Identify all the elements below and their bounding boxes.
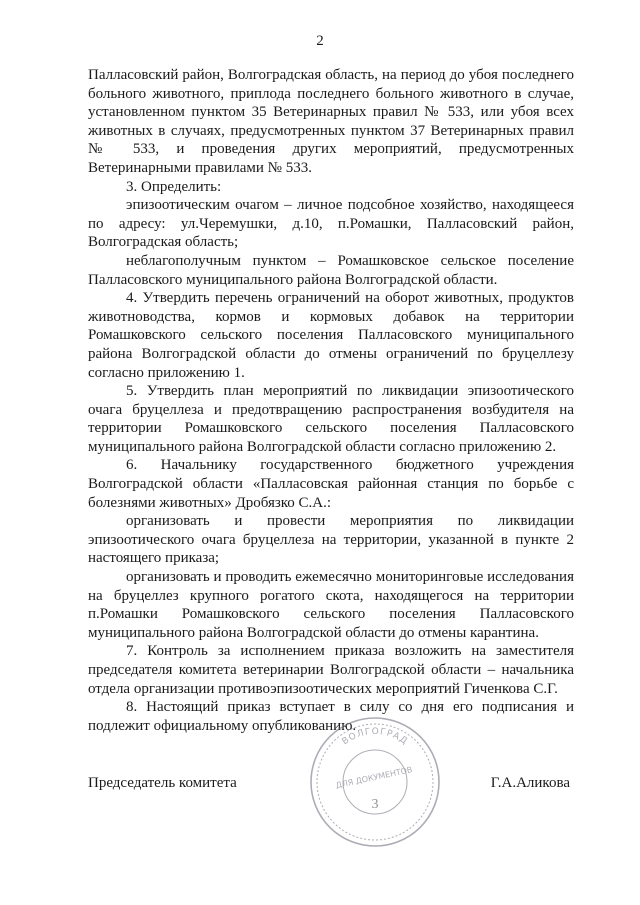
paragraph: Палласовский район, Волгоградская область, на период до убоя последнего больного животного, приплода последнего больного животного в случае, установленном пунктом 35 Ветеринарных правил № 533, или убоя всех животных в случаях, предусмотренных пунктом 37 Ветеринарных правил № 533, и проведения других мероприятий, предусмотренных Ветеринарными правилами № 533. [88,67,574,176]
paragraph: эпизоотическим очагом – личное подсобное хозяйство, находящееся по адресу: ул.Черемушки, д.10, п.Ромашки, Палласовский район, Волгоградская область; [88,197,574,251]
paragraph: организовать и проводить ежемесячно мониторинговые исследования на бруцеллез крупного рогатого скота, находящегося на территории п.Ромашки Ромашковского сельского поселения Палласовского муниципального района Волгоградской области до отмены карантина. [88,569,574,641]
signature-block [88,775,574,797]
stamp-middle-text: ДЛЯ ДОКУМЕНТОВ [334,765,414,791]
paragraph: 3. Определить: [126,178,222,195]
paragraph: 5. Утвердить план мероприятий по ликвидации эпизоотического очага бруцеллеза и предотвращению распространения возбудителя на территории Ромашковского сельского поселения Палласовского муниципального района Волгоградской области согласно приложению 2. [88,383,574,455]
signatory-title: Председатель комитета [88,775,237,791]
paragraph: организовать и провести мероприятия по ликвидации эпизоотического очага бруцеллеза на территории, указанной в пункте 2 настоящего приказа; [88,513,574,567]
page-number: 2 [316,33,324,49]
document-body [88,66,574,735]
signatory-name: Г.А.Аликова [490,775,570,791]
paragraph: 7. Контроль за исполнением приказа возложить на заместителя председателя комитета ветеринарии Волгоградской области – начальника отдела организации противоэпизоотических мероприятий Гиченкова С.Г. [88,643,574,697]
paragraph: 6. Начальнику государственного бюджетного учреждения Волгоградской области «Палласовская районная станция по борьбе с болезнями животных» Дробязко С.А.: [88,457,574,511]
paragraph: 4. Утвердить перечень ограничений на оборот животных, продуктов животноводства, кормов и кормовых добавок на территории Ромашковского сельского поселения Палласовского муниципального района Волгоградской области до отмены ограничений по бруцеллезу согласно приложению 1. [88,290,574,381]
stamp-number: 3 [371,797,379,812]
paragraph: 8. Настоящий приказ вступает в силу со дня его подписания и подлежит официальному опубликованию. [88,699,574,734]
stamp-top-text: ВОЛГОГРАД [340,726,410,748]
paragraph: неблагополучным пунктом – Ромашковское сельское поселение Палласовского муниципального района Волгоградской области. [88,252,574,288]
